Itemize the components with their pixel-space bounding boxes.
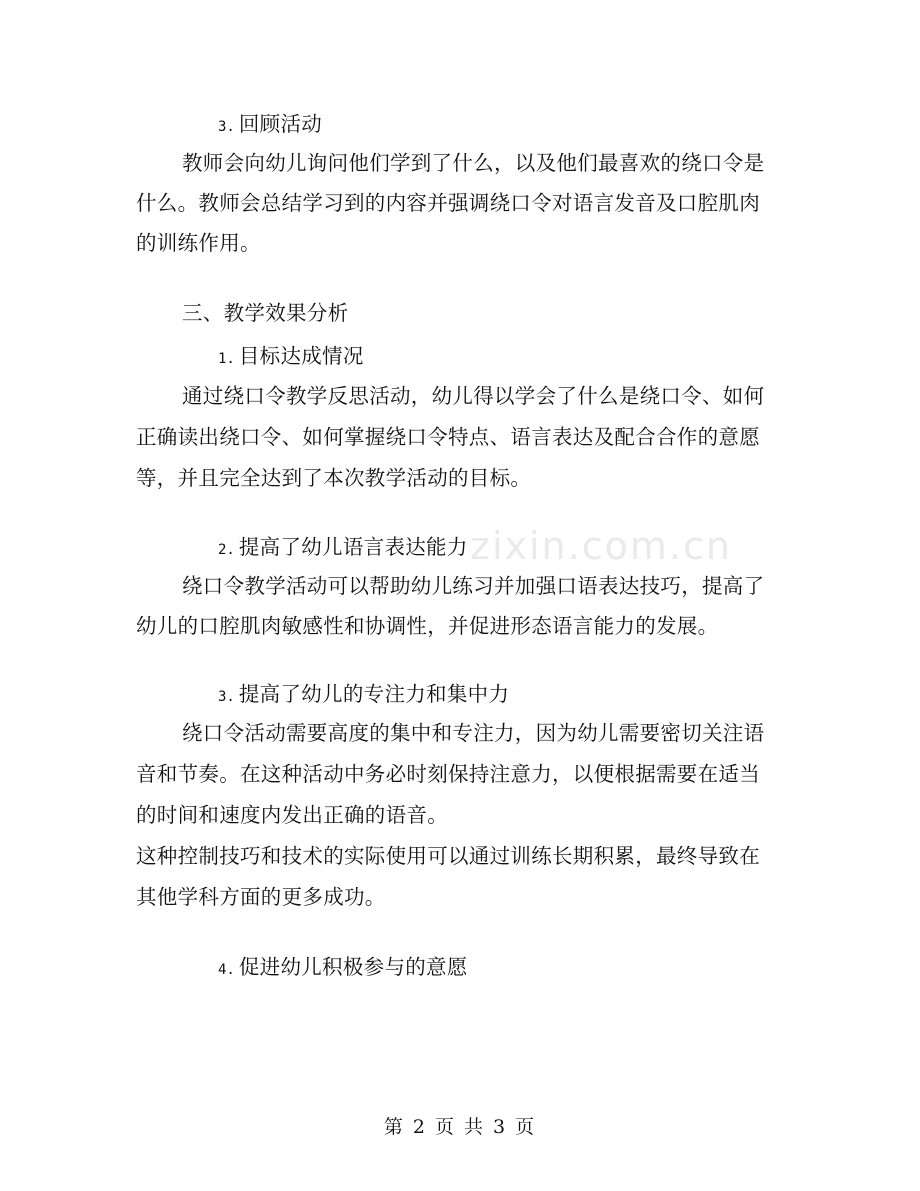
paragraph-line: 教师会向幼儿询问他们学到了什么，以及他们最喜欢的绕口令是 xyxy=(182,151,765,175)
paragraph-line: 幼儿的口腔肌肉敏感性和协调性，并促进形态语言能力的发展。 xyxy=(136,614,719,638)
subsection-heading xyxy=(218,339,364,376)
subsection-heading-text: 目标达成情况 xyxy=(238,344,364,368)
paragraph-line: 通过绕口令教学反思活动，幼儿得以学会了什么是绕口令、如何 xyxy=(182,384,765,408)
paragraph-line: 其他学科方面的更多成功。 xyxy=(136,885,386,909)
section-heading xyxy=(218,107,322,144)
section-heading-text: 回顾活动 xyxy=(238,112,323,136)
paragraph-line: 这种控制技巧和技术的实际使用可以通过训练长期积累，最终导致在 xyxy=(136,844,760,868)
paragraph-line: 正确读出绕口令、如何掌握绕口令特点、语言表达及配合合作的意愿 xyxy=(136,425,760,449)
subsection-heading-text: 提高了幼儿语言表达能力 xyxy=(238,535,468,559)
subsection-number: 1. xyxy=(218,351,235,367)
paragraph-line: 音和节奏。在这种活动中务必时刻保持注意力，以便根据需要在适当 xyxy=(136,762,760,786)
subsection-heading xyxy=(218,950,468,987)
paragraph-line: 绕口令教学活动可以帮助幼儿练习并加强口语表达技巧，提高了 xyxy=(182,574,765,598)
page-footer: 第 2 页 共 3 页 xyxy=(383,1116,537,1138)
paragraph-line: 的时间和速度内发出正确的语音。 xyxy=(136,803,448,827)
subsection-heading-text: 提高了幼儿的专注力和集中力 xyxy=(238,682,510,706)
subsection-heading-text: 促进幼儿积极参与的意愿 xyxy=(238,955,468,979)
section-number: 3. xyxy=(218,119,235,135)
part-title: 三、教学效果分析 xyxy=(182,301,349,325)
subsection-heading xyxy=(218,677,509,714)
paragraph-line: 什么。教师会总结学习到的内容并强调绕口令对语言发音及口腔肌肉 xyxy=(136,191,760,215)
subsection-number: 3. xyxy=(218,689,235,705)
paragraph-line: 绕口令活动需要高度的集中和专注力，因为幼儿需要密切关注语 xyxy=(182,721,765,745)
paragraph-line: 的训练作用。 xyxy=(136,231,261,255)
watermark: zixin.com.cn xyxy=(470,524,732,568)
subsection-number: 4. xyxy=(218,962,235,978)
subsection-number: 2. xyxy=(218,542,235,558)
paragraph-line: 等，并且完全达到了本次教学活动的目标。 xyxy=(136,466,532,490)
subsection-heading xyxy=(218,530,468,567)
